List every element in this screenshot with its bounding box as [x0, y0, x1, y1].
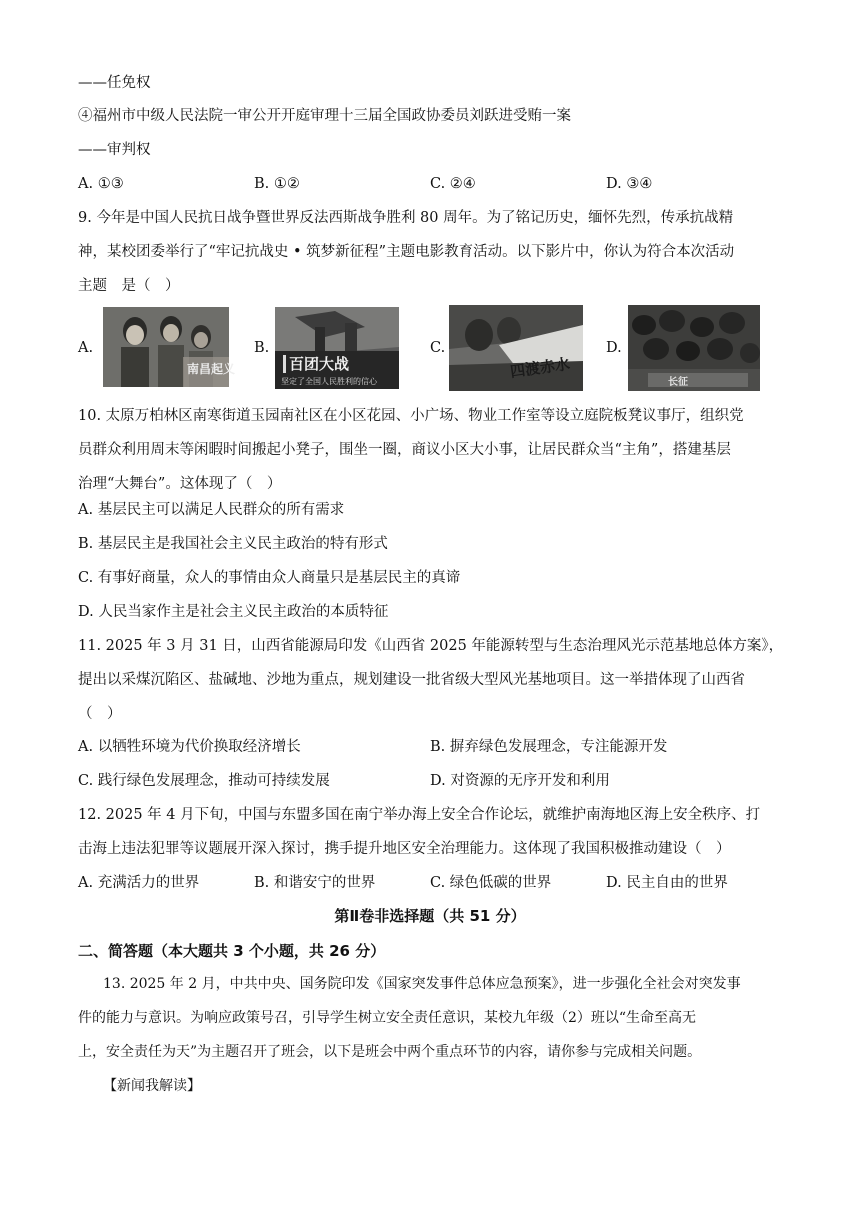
- q10-stem-line: 员群众利用周末等闲暇时间搬起小凳子，围坐一圈，商议小区大小事，让居民群众当“主角”，搭建基层: [78, 442, 731, 458]
- q9-option-b-image-title: 百团大战: [289, 355, 350, 373]
- q12-stem-line: 击海上违法犯罪等议题展开深入探讨，携手提升地区安全治理能力。这体现了我国积极推动建设（ ）: [78, 841, 731, 857]
- q11-stem-line: （ ）: [78, 706, 122, 722]
- q9-stem-line: 神，某校团委举行了“牢记抗战史 • 筑梦新征程”主题电影教育活动。以下影片中，你认为符合本次活动: [78, 244, 735, 260]
- q9-option-c-image: [449, 305, 583, 391]
- q13-subheading: 【新闻我解读】: [103, 1078, 201, 1094]
- q11-option-d: D. 对资源的无序开发和利用: [430, 773, 610, 789]
- q8-text-line: ——任免权: [78, 75, 151, 91]
- q10-option-d: D. 人民当家作主是社会主义民主政治的本质特征: [78, 604, 389, 620]
- q11-stem-line: 11. 2025 年 3 月 31 日，山西省能源局印发《山西省 2025 年能源转型与生态治理风光示范基地总体方案》，: [78, 638, 784, 654]
- q9-option-a-image-title: 南昌起义: [187, 362, 236, 376]
- q12-option-b: B. 和谐安宁的世界: [254, 875, 376, 891]
- q9-option-d-image: [628, 305, 760, 391]
- q9-stem-line: 9. 今年是中国人民抗日战争暨世界反法西斯战争胜利 80 周年。为了铭记历史，缅怀先烈，传承抗战精: [78, 210, 734, 226]
- q11-option-c: C. 践行绿色发展理念，推动可持续发展: [78, 773, 330, 789]
- q9-option-d-label: D.: [606, 340, 622, 356]
- section-heading: 二、简答题（本大题共 3 个小题，共 26 分）: [78, 942, 386, 960]
- q12-stem-line: 12. 2025 年 4 月下旬，中国与东盟多国在南宁举办海上安全合作论坛，就维护南海地区海上安全秩序、打: [78, 807, 761, 823]
- q11-option-b: B. 摒弃绿色发展理念，专注能源开发: [430, 739, 668, 755]
- q9-option-c-label: C.: [430, 340, 446, 356]
- q9-option-c-image-title: 四渡赤水: [509, 354, 571, 381]
- q9-stem-line: 主题 是（ ）: [78, 278, 180, 294]
- q10-stem-line: 10. 太原万柏林区南寒街道玉园南社区在小区花园、小广场、物业工作室等设立庭院板凳议事厅，组织党: [78, 408, 744, 424]
- q13-stem-line: 件的能力与意识。为响应政策号召，引导学生树立安全责任意识，某校九年级（2）班以“生命至高无: [78, 1010, 697, 1026]
- q10-option-c: C. 有事好商量，众人的事情由众人商量只是基层民主的真谛: [78, 570, 461, 586]
- q10-option-b: B. 基层民主是我国社会主义民主政治的特有形式: [78, 536, 388, 552]
- q10-option-a: A. 基层民主可以满足人民群众的所有需求: [78, 502, 345, 518]
- q10-stem-line: 治理“大舞台”。这体现了（ ）: [78, 476, 282, 492]
- q11-stem-line: 提出以采煤沉陷区、盐碱地、沙地为重点，规划建设一批省级大型风光基地项目。这一举措体现了山西省: [78, 672, 745, 688]
- q8-item-4: ④福州市中级人民法院一审公开开庭审理十三届全国政协委员刘跃进受贿一案: [78, 108, 571, 124]
- q8-option-c: C. ②④: [430, 176, 476, 192]
- q13-stem-line: 13. 2025 年 2 月，中共中央、国务院印发《国家突发事件总体应急预案》，进一步强化全社会对突发事: [103, 976, 741, 992]
- q9-option-d-image-title: 长征: [668, 377, 688, 388]
- q8-option-b: B. ①②: [254, 176, 300, 192]
- q8-option-d: D. ③④: [606, 176, 653, 192]
- q12-option-d: D. 民主自由的世界: [606, 875, 728, 891]
- q9-option-a-label: A.: [78, 340, 94, 356]
- q12-option-a: A. 充满活力的世界: [78, 875, 200, 891]
- q12-option-c: C. 绿色低碳的世界: [430, 875, 552, 891]
- q9-option-b-label: B.: [254, 340, 270, 356]
- q9-option-b-image-caption: 坚定了全国人民胜利的信心: [281, 377, 377, 386]
- q11-option-a: A. 以牺牲环境为代价换取经济增长: [78, 739, 301, 755]
- q8-option-a: A. ①③: [78, 176, 124, 192]
- section-title: 第Ⅱ卷非选择题（共 51 分）: [334, 907, 526, 925]
- q9-option-a-image: [103, 307, 236, 387]
- q9-option-b-image: [275, 307, 399, 389]
- q13-stem-line: 上，安全责任为天”为主题召开了班会，以下是班会中两个重点环节的内容，请你参与完成相关问题。: [78, 1044, 702, 1060]
- q8-text-line: ——审判权: [78, 142, 151, 158]
